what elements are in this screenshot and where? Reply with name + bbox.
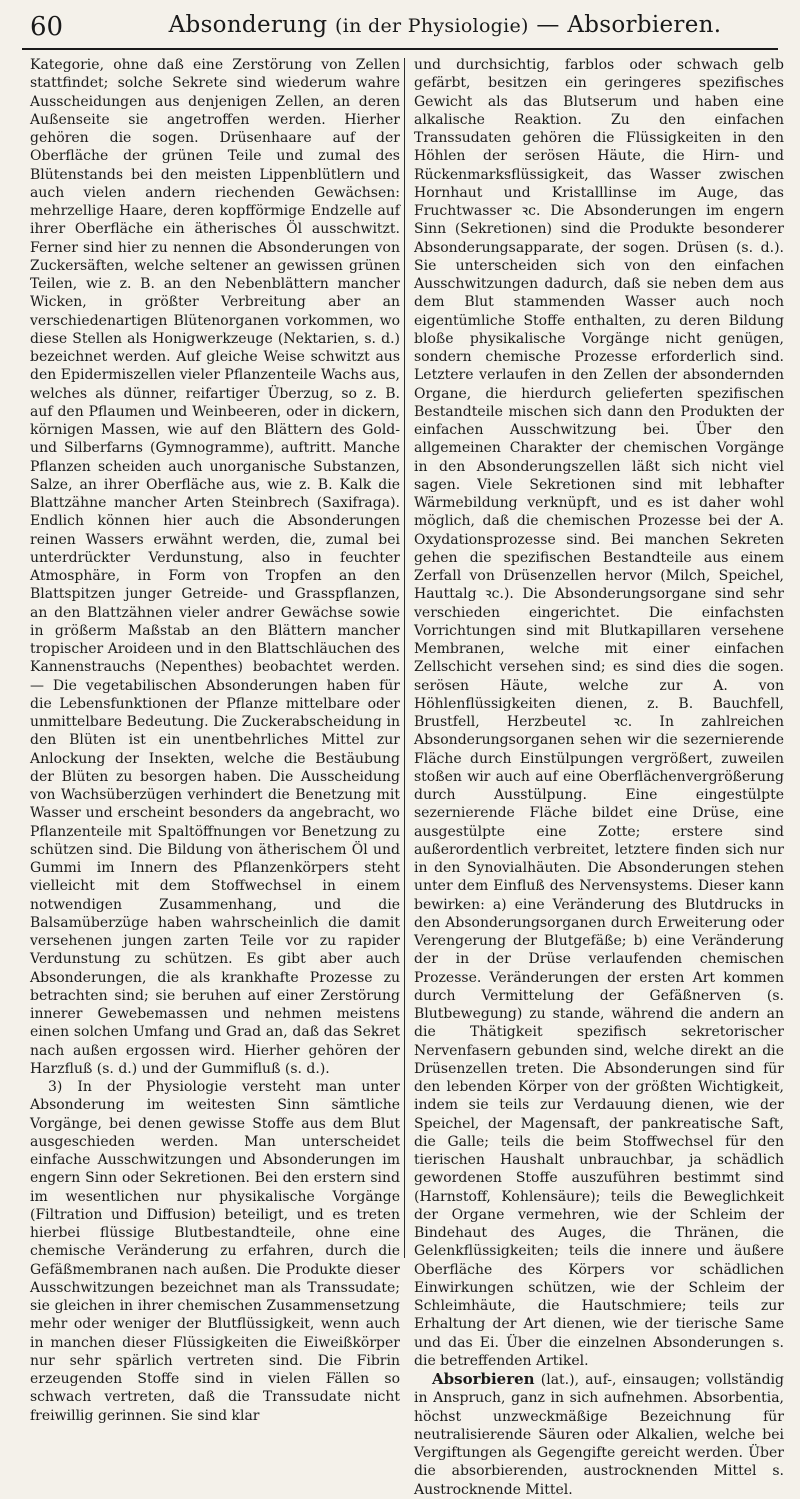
running-title-sub: (in der Physiologie) [335, 15, 529, 37]
left-column [30, 56, 400, 1424]
paragraph-vegetable-secretions: Kategorie, ohne daß eine Zerstörung von Zellen stattfindet; solche Sekrete sind wiederum wahre Ausscheidungen aus denjenigen Zellen, an deren Außenseite sie angetroffen werden. Hierher gehören die sogen. Drüsenhaare auf der Oberfläche der grünen Teile und zumal des Blütenstands bei den meisten Lippenblütlern und auch vielen andern riechenden Gewächsen: mehrzellige Haare, deren kopfförmige Endzelle auf ihrer Oberfläche ein ätherisches Öl ausschwitzt. Ferner sind hier zu nennen die Absonderungen von Zuckersäften, welche seltener an gewissen grünen Teilen, wie z. B. an den Nebenblättern mancher Wicken, in größter Verbreitung aber an verschiedenartigen Blütenorganen vorkommen, wo diese Stellen als Honigwerkzeuge (Nektarien, s. d.) bezeichnet werden. Auf gleiche Weise schwitzt aus den Epidermiszellen vieler Pflanzenteile Wachs aus, welches als dünner, reifartiger Überzug, so z. B. auf den Pflaumen und Weinbeeren, oder in dickern, körnigen Massen, wie auf den Blättern des Gold- und Silberfarns (Gymnogramme), auftritt. Manche Pflanzen scheiden auch unorganische Substanzen, Salze, an ihrer Oberfläche aus, wie z. B. Kalk die Blattzähne mancher Arten Steinbrech (Saxifraga). Endlich können hier auch die Absonderungen reinen Wassers erwähnt werden, die, zumal bei unterdrückter Verdunstung, also in feuchter Atmosphäre, in Form von Tropfen an den Blattspitzen junger Getreide- und Grasspflanzen, an den Blattzähnen vieler andrer Gewächse sowie in größerm Maßstab an den Blättern mancher tropischer Aroideen und in den Blattschläuchen des Kannenstrauchs (Nepenthes) beobachtet werden. — Die vegetabilischen Absonderungen haben für die Lebensfunktionen der Pflanze mittelbare oder unmittelbare Bedeutung. Die Zuckerabscheidung in den Blüten ist ein unentbehrliches Mittel zur Anlockung der Insekten, welche die Bestäubung der Blüten zu besorgen haben. Die Ausscheidung von Wachsüberzügen verhindert die Benetzung mit Wasser und erscheint besonders da angebracht, wo Pflanzenteile mit Spaltöffnungen vor Benetzung zu schützen sind. Die Bildung von ätherischem Öl und Gummi im Innern des Pflanzenkörpers steht vielleicht mit dem Stoffwechsel in einem notwendigen Zusammenhang, und die Balsamüberzüge haben wahrscheinlich die damit versehenen jungen zarten Teile vor zu rapider Verdunstung zu schützen. Es gibt aber auch Absonderungen, die als krankhafte Prozesse zu betrachten sind; sie beruhen auf einer Zerstörung innerer Gewebemassen und nehmen meistens einen solchen Umfang und Grad an, daß das Sekret nach außen ergossen wird. Hierher gehören der Harzfluß (s. d.) und der Gummifluß (s. d.). [30, 57, 400, 1077]
running-title-left: Absonderung [168, 12, 328, 38]
entry-absorbieren [414, 1370, 784, 1499]
running-header [22, 8, 778, 50]
running-title-dash: — [536, 12, 560, 38]
right-column [414, 56, 784, 1498]
paragraph-transudates-secretions: und durchsichtig, farblos oder schwach gelb gefärbt, besitzen ein geringeres spezifisches Gewicht als das Blutserum und haben eine alkalische Reaktion. Zu den einfachen Transsudaten gehören die Flüssigkeiten in den Höhlen der serösen Häute, die Hirn- und Rückenmarksflüssigkeit, das Wasser zwischen Hornhaut und Kristalllinse im Auge, das Fruchtwasser ꝛc. Die Absonderungen im engern Sinn (Sekretionen) sind die Produkte besonderer Absonderungsapparate, der sogen. Drüsen (s. d.). Sie unterscheiden sich von den einfachen Ausschwitzungen dadurch, daß sie neben dem aus dem Blut stammenden Wasser auch noch eigentümliche Stoffe enthalten, zu deren Bildung bloße physikalische Vorgänge nicht genügen, sondern chemische Prozesse erforderlich sind. Letztere verlaufen in den Zellen der absondernden Organe, die hierdurch gelieferten spezifischen Bestandteile mischen sich dann den Produkten der einfachen Ausschwitzung bei. Über den allgemeinen Charakter der chemischen Vorgänge in den Absonderungszellen läßt sich nicht viel sagen. Viele Sekretionen sind mit lebhafter Wärmebildung verknüpft, und es ist daher wohl möglich, daß die chemischen Prozesse bei der A. Oxydationsprozesse sind. Bei manchen Sekreten gehen die spezifischen Bestandteile aus einem Zerfall von Drüsenzellen hervor (Milch, Speichel, Hauttalg ꝛc.). Die Absonderungsorgane sind sehr verschieden eingerichtet. Die einfachsten Vorrichtungen sind mit Blutkapillaren versehene Membranen, welche mit einer einfachen Zellschicht versehen sind; es sind dies die sogen. serösen Häute, welche zur A. von Höhlenflüssigkeiten dienen, z. B. Bauchfell, Brustfell, Herzbeutel ꝛc. In zahlreichen Absonderungsorganen sehen wir die sezernierende Fläche durch Einstülpungen vergrößert, zuweilen stoßen wir auch auf eine Oberflächenvergrößerung durch Ausstülpung. Eine eingestülpte sezernierende Fläche bildet eine Drüse, eine ausgestülpte eine Zotte; erstere sind außerordentlich verbreitet, letztere finden sich nur in den Synovialhäuten. Die Absonderungen stehen unter dem Einfluß des Nervensystems. Dieser kann bewirken: a) eine Veränderung des Blutdrucks in den Absonderungsorganen durch Erweiterung oder Verengerung der Blutgefäße; b) eine Veränderung der in der Drüse verlaufenden chemischen Prozesse. Veränderungen der ersten Art kommen durch Vermittelung der Gefäßnerven (s. Blutbewegung) zu stande, während die andern an die Thätigkeit spezifisch sekretorischer Nervenfasern gebunden sind, welche direkt an die Drüsenzellen treten. Die Absonderungen sind für den lebenden Körper von der größten Wichtigkeit, indem sie teils zur Verdauung dienen, wie der Speichel, der Magensaft, der pankreatische Saft, die Galle; teils die beim Stoffwechsel für den tierischen Haushalt unbrauchbar, ja schädlich gewordenen Stoffe auszuführen bestimmt sind (Harnstoff, Kohlensäure); teils die Beweglichkeit der Organe vermehren, wie der Schleim der Bindehaut des Auges, die Thränen, die Gelenkflüssigkeiten; teils die innere und äußere Oberfläche des Körpers vor schädlichen Einwirkungen schützen, wie der Schleim der Schleimhäute, die Hautschmiere; teils zur Erhaltung der Art dienen, wie der tierische Same und das Ei. Über die einzelnen Absonderungen s. die betreffenden Artikel. [414, 57, 784, 1369]
page-number: 60 [30, 12, 64, 42]
entry-lemma: Absorbieren [432, 1370, 535, 1388]
paragraph-physiology: 3) In der Physiologie versteht man unter Absonderung im weitesten Sinn sämtliche Vorgänge, bei denen gewisse Stoffe aus dem Blut ausgeschieden werden. Man unterscheidet einfache Ausschwitzungen und Absonderungen im engern Sinn oder Sekretionen. Bei den erstern sind im wesentlichen nur physikalische Vorgänge (Filtration und Diffusion) beteiligt, und es treten hierbei flüssige Blutbestandteile, ohne eine chemische Veränderung zu erfahren, durch die Gefäßmembranen nach außen. Die Produkte dieser Ausschwitzungen bezeichnet man als Transsudate; sie gleichen in ihrer chemischen Zusammensetzung mehr oder weniger der Blutflüssigkeit, wenn auch in manchen dieser Flüssigkeiten die Eiweißkörper nur sehr spärlich vertreten sind. Die Fibrin erzeugenden Stoffe sind in vielen Fällen so schwach vertreten, daß die Transsudate nicht freiwillig gerinnen. Sie sind klar [30, 1079, 400, 1424]
running-title-right: Absorbieren. [567, 12, 722, 38]
column-divider [404, 58, 405, 1258]
entry-text: (lat.), auf-, einsaugen; vollständig in Anspruch, ganz in sich aufnehmen. Absorbentia, höchst unzweckmäßige Bezeichnung für neutralisierende Säuren oder Alkalien, welche bei Vergiftungen als Gegengifte gereicht werden. Über die absorbierenden, austrocknenden Mittel s. Austrocknende Mittel. [414, 1372, 784, 1498]
running-title [132, 12, 758, 38]
